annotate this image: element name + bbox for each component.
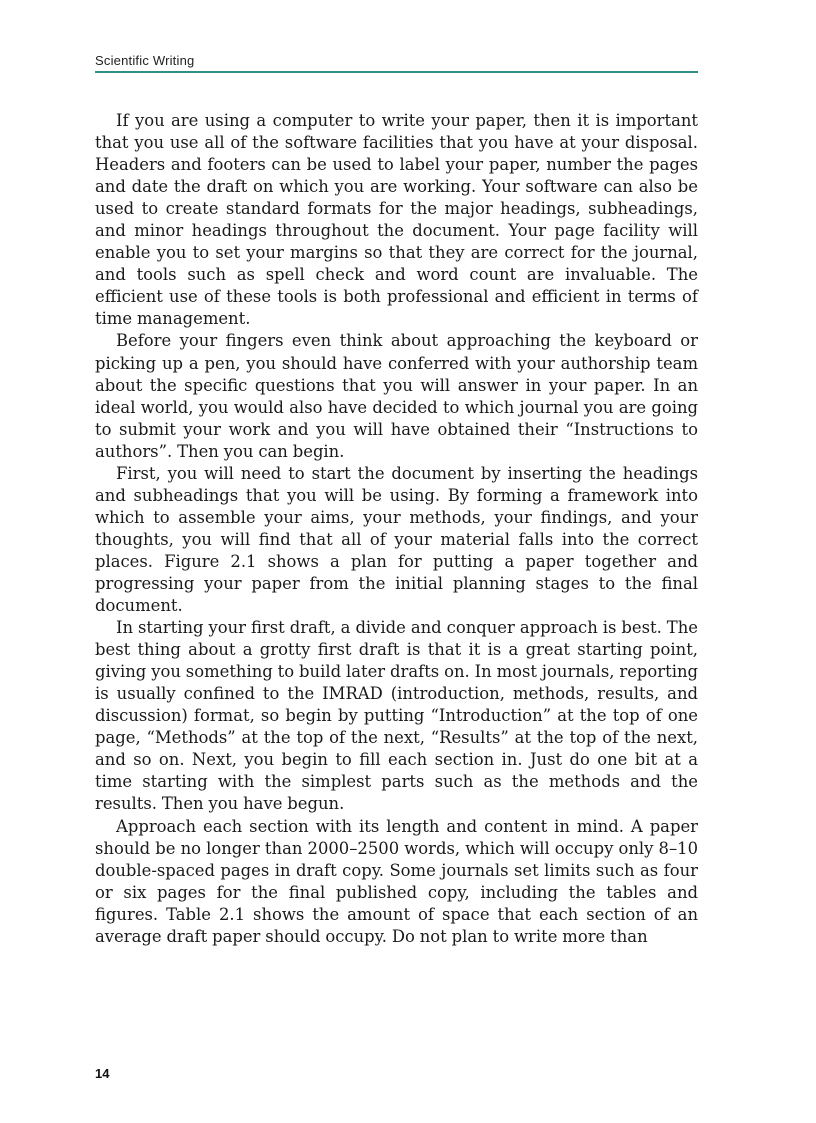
paragraph-2: Before your fingers even think about approaching the keyboard or picking up a pen, you should have conferred with your authorship team about the specific questions that you will answer in your paper. In an ideal world, you would also have decided to which journal you are going to submit your work and you will have obtained their “Instructions to authors”. Then you can begin.: [95, 331, 698, 461]
paragraph-4: In starting your first draft, a divide and conquer approach is best. The best thing about a grotty first draft is that it is a great starting point, giving you something to build later drafts on. In most journals, reporting is usually confined to the IMRAD (introduction, methods, results, and discussion) format, so begin by putting “Introduction” at the top of one page, “Methods” at the top of the next, “Results” at the top of the next, and so on. Next, you begin to fill each section in. Just do one bit at a time starting with the simplest parts such as the methods and the results. Then you have begun.: [95, 618, 698, 814]
header-rule: [95, 71, 698, 73]
paragraph-1: If you are using a computer to write your paper, then it is important that you use all of the software facilities that you have at your disposal. Headers and footers can be used to label your paper, number the pages and date the draft on which you are working. Your software can also be used to create standard formats for the major headings, subheadings, and minor headings throughout the document. Your page facility will enable you to set your margins so that they are correct for the journal, and tools such as spell check and word count are invaluable. The efficient use of these tools is both professional and efficient in terms of time management.: [95, 111, 698, 329]
running-header: Scientific Writing: [95, 53, 195, 68]
body-text: [95, 110, 698, 948]
paragraph-3: First, you will need to start the document by inserting the headings and subheadings that you will be using. By forming a framework into which to assemble your aims, your methods, your findings, and your thoughts, you will find that all of your material falls into the correct places. Figure 2.1 shows a plan for putting a paper together and progressing your paper from the initial planning stages to the final document.: [95, 463, 698, 616]
page-number: 14: [95, 1066, 110, 1081]
paragraph-5: Approach each section with its length and content in mind. A paper should be no longer than 2000–2500 words, which will occupy only 8–10 double-spaced pages in draft copy. Some journals set limits such as four or six pages for the final published copy, including the tables and figures. Table 2.1 shows the amount of space that each section of an average draft paper should occupy. Do not plan to write more than: [95, 816, 698, 946]
